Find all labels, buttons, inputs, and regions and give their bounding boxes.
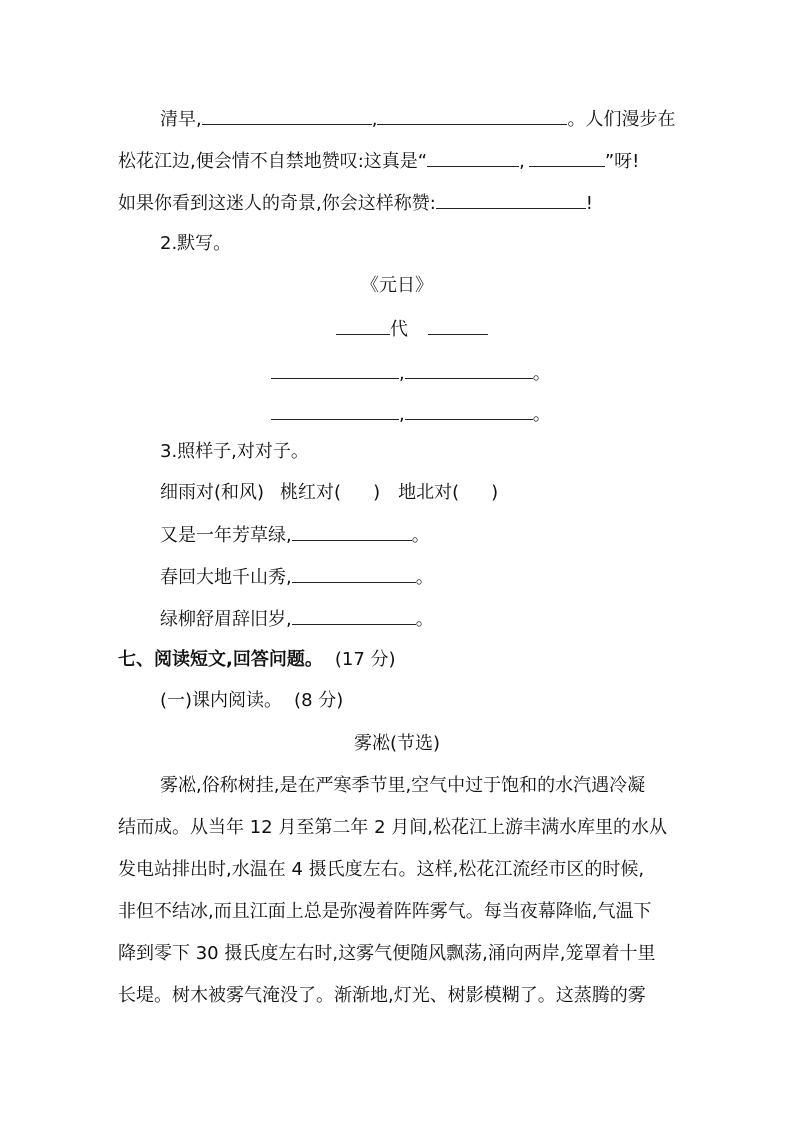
article-title: 雾凇(节选) bbox=[353, 733, 441, 754]
paragraph-line: 非但不结冰,而且江面上总是弥漫着阵阵雾气。每当夜幕降临,气温下 bbox=[118, 901, 652, 922]
pair-3: 地北对( bbox=[398, 482, 460, 503]
fill-line-2 bbox=[118, 148, 639, 174]
paragraph-line: 结而成。从当年 12 月至第二年 2 月间,松花江上游丰满水库里的水从 bbox=[118, 817, 667, 838]
answer-blank[interactable] bbox=[271, 401, 399, 420]
text: 。人们漫步在 bbox=[567, 109, 676, 130]
sub-heading-text: (一)课内阅读。 bbox=[160, 690, 283, 711]
text: 。 bbox=[415, 609, 434, 630]
paragraph-line: 长堤。树木被雾气淹没了。渐渐地,灯光、树影模糊了。这蒸腾的雾 bbox=[118, 985, 646, 1006]
text: 。 bbox=[532, 404, 551, 425]
text: ! bbox=[585, 193, 594, 214]
text: , bbox=[399, 404, 405, 425]
text: 。 bbox=[532, 363, 551, 384]
paragraph-line: 降到零下 30 摄氏度左右时,这雾气便随风飘荡,涌向两岸,笼罩着十里 bbox=[118, 943, 656, 964]
answer-blank[interactable] bbox=[292, 606, 416, 625]
answer-blank[interactable] bbox=[436, 190, 586, 209]
question-2-label: 2.默写。 bbox=[160, 233, 232, 254]
text: 松花江边,便会情不自禁地赞叹:这真是“ bbox=[118, 151, 428, 172]
text: 如果你看到这迷人的奇景,你会这样称赞: bbox=[118, 193, 436, 214]
couplet-line-2 bbox=[160, 564, 434, 590]
dynasty-author-line bbox=[336, 316, 488, 342]
score: (17 分) bbox=[334, 649, 396, 670]
couplet-line-1 bbox=[160, 522, 430, 548]
pair-2-blank[interactable] bbox=[341, 480, 373, 498]
answer-blank[interactable] bbox=[271, 360, 399, 379]
text: 清早, bbox=[160, 109, 202, 130]
paragraph-line: 发电站排出时,水温在 4 摄氏度左右。这样,松花江流经市区的时候, bbox=[118, 859, 645, 880]
pair-2: 桃红对( bbox=[280, 482, 342, 503]
text: 。 bbox=[411, 525, 430, 546]
dynasty-blank[interactable] bbox=[336, 316, 390, 335]
pair-example: 细雨对(和风) bbox=[160, 482, 265, 503]
text: ) bbox=[373, 482, 381, 503]
question-3-label: 3.照样子,对对子。 bbox=[160, 441, 309, 462]
answer-blank[interactable] bbox=[529, 148, 605, 167]
answer-blank[interactable] bbox=[427, 148, 519, 167]
text: 。 bbox=[415, 567, 434, 588]
text: , bbox=[399, 363, 405, 384]
text: 绿柳舒眉辞旧岁, bbox=[160, 609, 292, 630]
answer-blank[interactable] bbox=[292, 564, 416, 583]
heading-text: 七、阅读短文,回答问题。 bbox=[118, 649, 323, 670]
answer-blank[interactable] bbox=[405, 360, 533, 379]
text: ”呀! bbox=[604, 151, 640, 172]
poem-line-2 bbox=[271, 401, 551, 427]
subsection-heading bbox=[160, 689, 343, 713]
answer-blank[interactable] bbox=[202, 106, 372, 125]
author-blank[interactable] bbox=[428, 316, 488, 335]
answer-blank[interactable] bbox=[377, 106, 567, 125]
text: , bbox=[371, 109, 378, 130]
answer-blank[interactable] bbox=[292, 522, 412, 541]
fill-line-1 bbox=[160, 106, 675, 132]
sub-score: (8 分) bbox=[294, 690, 344, 711]
paragraph-line: 雾凇,俗称树挂,是在严寒季节里,空气中过于饱和的水汽遇冷凝 bbox=[160, 775, 646, 796]
pair-3-blank[interactable] bbox=[459, 480, 491, 498]
answer-blank[interactable] bbox=[405, 401, 533, 420]
poem-line-1 bbox=[271, 360, 551, 386]
couplet-pairs bbox=[160, 480, 498, 505]
text: 春回大地千山秀, bbox=[160, 567, 292, 588]
section-7-heading bbox=[118, 648, 396, 672]
couplet-line-3 bbox=[160, 606, 434, 632]
text: 又是一年芳草绿, bbox=[160, 525, 292, 546]
dynasty-char: 代 bbox=[390, 319, 408, 340]
fill-line-3 bbox=[118, 190, 593, 216]
poem-title: 《元日》 bbox=[361, 275, 433, 296]
text: ) bbox=[491, 482, 499, 503]
text: , bbox=[519, 151, 525, 172]
